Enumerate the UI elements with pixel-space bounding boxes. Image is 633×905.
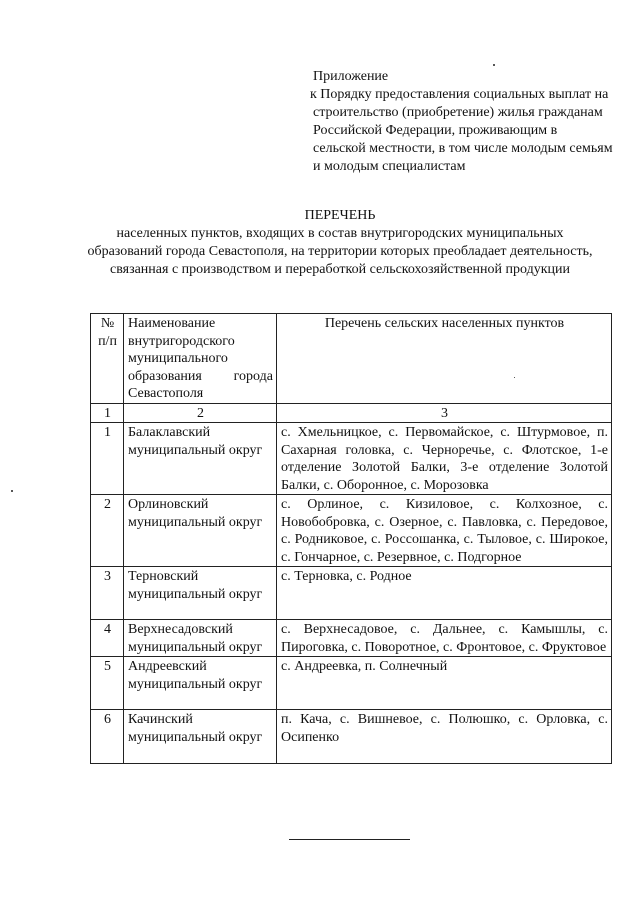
row-name: Качинский муниципальный округ	[124, 710, 277, 764]
appendix-title: Приложение	[313, 69, 389, 84]
row-num: 1	[91, 423, 124, 495]
row-num: 5	[91, 657, 124, 710]
row-name: Балаклавский муниципальный округ	[124, 423, 277, 495]
row-num: 2	[91, 495, 124, 567]
table-header-row	[91, 314, 612, 404]
row-list: с. Терновка, с. Родное	[277, 567, 612, 620]
row-num: 6	[91, 710, 124, 764]
row-list: п. Кача, с. Вишневое, с. Полюшко, с. Орловка, с. Осипенко	[277, 710, 612, 764]
row-name: Орлиновский муниципальный округ	[124, 495, 277, 567]
row-name: Терновский муниципальный округ	[124, 567, 277, 620]
row-num: 3	[91, 567, 124, 620]
appendix-block	[310, 68, 613, 176]
column-number: 3	[277, 403, 612, 423]
row-name: Верхнесадовский муниципальный округ	[124, 620, 277, 657]
row-list: с. Андреевка, п. Солнечный	[277, 657, 612, 710]
row-list: с. Хмельницкое, с. Первомайское, с. Штурмовое, п. Сахарная головка, с. Черноречье, с. Флотское, 1-е отделение Золотой Балки, 3-е отделение Золотой Балки, с. Оборонное, с. Морозовка	[277, 423, 612, 495]
column-number: 1	[91, 403, 124, 423]
heading-title: ПЕРЕЧЕНЬ	[304, 208, 376, 223]
heading-subtitle: населенных пунктов, входящих в состав внутригородских муниципальных образований города Севастополя, на территории которых преобладает деятельность, связанная с производством и переработкой сельскохозяйственной продукции	[87, 226, 593, 277]
appendix-text: к Порядку предоставления социальных выплат на строительство (приобретение) жилья гражданам Российской Федерации, проживающим в сельской местности, в том числе молодым семьям и молодым специалистам	[310, 87, 613, 174]
row-name: Андреевский муниципальный округ	[124, 657, 277, 710]
table-row	[91, 495, 612, 567]
table-row	[91, 657, 612, 710]
table-row	[91, 423, 612, 495]
header-num: № п/п	[91, 314, 124, 404]
settlements-table	[90, 313, 612, 764]
row-num: 4	[91, 620, 124, 657]
scan-speck	[11, 490, 13, 492]
document-heading	[80, 207, 600, 279]
table-row	[91, 567, 612, 620]
table-row	[91, 710, 612, 764]
column-number: 2	[124, 403, 277, 423]
header-list: Перечень сельских населенных пунктов	[277, 314, 612, 404]
separator-line	[289, 839, 410, 840]
header-name: Наименование внутригородского муниципального образования города Севастополя	[124, 314, 277, 404]
row-list: с. Орлиное, с. Кизиловое, с. Колхозное, с. Новобобровка, с. Озерное, с. Павловка, с. Передовое, с. Родниковое, с. Россошанка, с. Тыловое, с. Широкое, с. Гончарное, с. Резервное, с. Подгорное	[277, 495, 612, 567]
row-list: с. Верхнесадовое, с. Дальнее, с. Камышлы, с. Пироговка, с. Поворотное, с. Фронтовое, с. Фруктовое	[277, 620, 612, 657]
table-row	[91, 620, 612, 657]
column-numbers-row	[91, 403, 612, 423]
scan-speck	[493, 64, 495, 66]
